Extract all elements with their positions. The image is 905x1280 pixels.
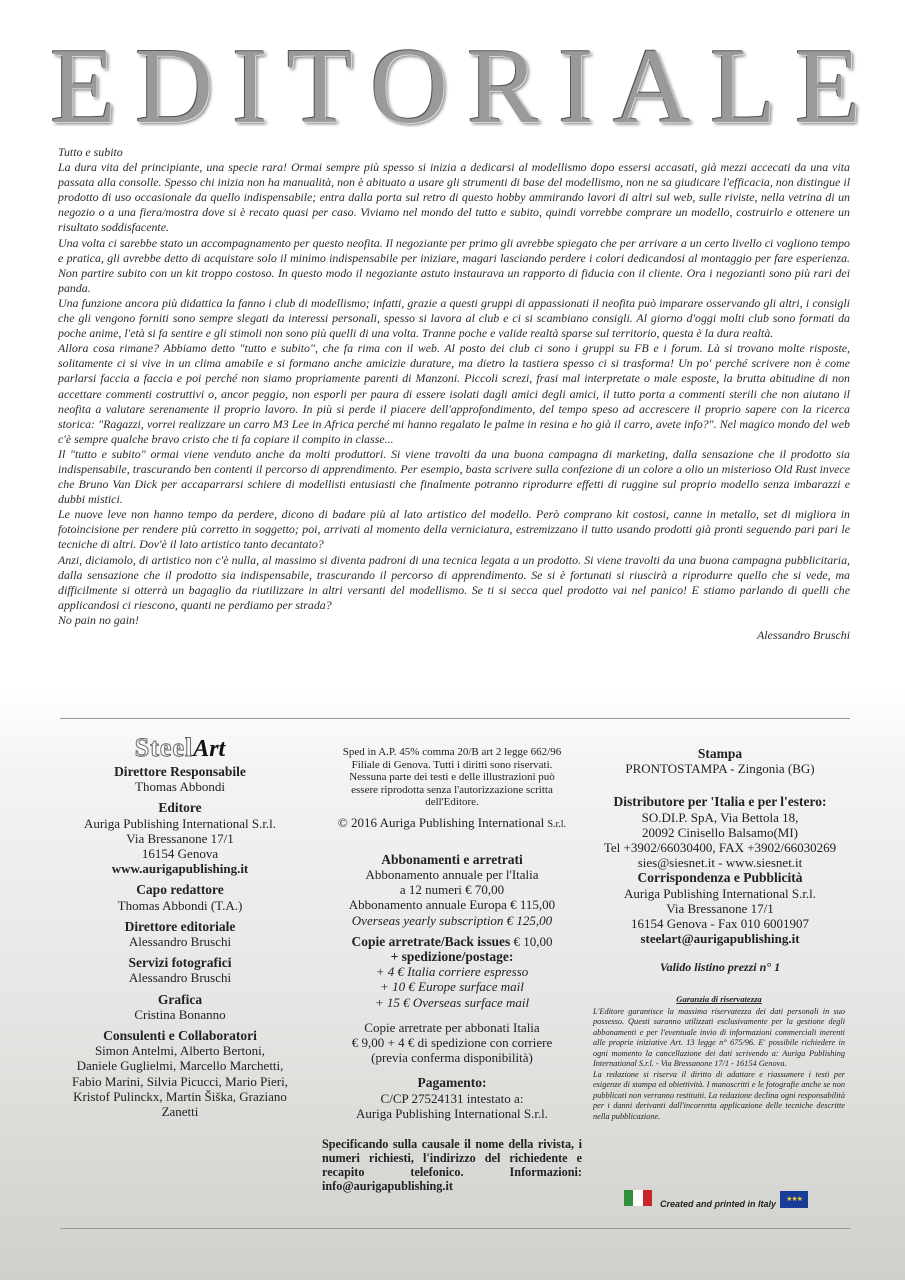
consulenti-line: Kristof Pulinckx, Martin Šiška, Graziano Zanetti (73, 1088, 287, 1120)
corrispondenza-line: Via Bressanone 17/1 (666, 900, 774, 916)
editore-website[interactable]: www.aurigapublishing.it (111, 861, 249, 877)
steelart-logo (60, 734, 300, 764)
capo-redattore: Thomas Abbondi (T.A.) (117, 897, 243, 913)
italy-flag-icon (624, 1190, 652, 1206)
distributore-line: 20092 Cinisello Balsamo(MI) (642, 824, 798, 840)
overseas-subscription: Overseas yearly subscription € 125,00 (351, 912, 553, 928)
grafica-label: Grafica (157, 991, 203, 1007)
editorial-paragraph: Una funzione ancora più didattica la fanno i club di modellismo; infatti, grazie a questi gruppi di appassionati il neofita può imparare osservando gli altri, i consigli che gli vengono forniti sono sempre slegati da interessi personali, spesso si lavora al club e ci si scambiano consigli. Al giorno d'oggi molti club sono formati da poche anime, l'età si fa sentire e gli stimoli non sono più quelli di una volta. Tranne poche e valide realtà sparse sul territorio, questa è la dura realtà. (58, 295, 850, 341)
pagamento-label: Pagamento: (417, 1075, 487, 1091)
made-in-italy-text: Created and printed in Italy (660, 1199, 777, 1209)
eu-flag-icon: ★★★ (780, 1191, 808, 1208)
direttore-responsabile: Thomas Abbondi (135, 779, 225, 795)
distributore-line: Tel +3902/66030400, FAX +3902/66030269 (603, 840, 837, 856)
direttore-editoriale: Alessandro Bruschi (128, 934, 232, 950)
distribution-column (590, 746, 850, 976)
distributore-label: Distributore per 'Italia e per l'estero: (613, 794, 827, 810)
redazione-text: La redazione si riserva il diritto di adattare e riassumere i testi per esigenze di stampa ed obiettività. I manoscritti e le fotografie anche se non pubblicati non verranno restituiti. La redazione declina ogni responsabilità per i danni derivanti dall'incorretta applicazione delle tecniche descritte nella pubblicazione. (593, 1069, 845, 1121)
grafica: Cristina Bonanno (134, 1006, 226, 1022)
garanzia-label: Garanzia di riservatezza (676, 994, 762, 1004)
editorial-closing: No pain no gain! (58, 612, 139, 627)
copyright-suffix: S.r.l. (547, 818, 567, 830)
capo-redattore-label: Capo redattore (136, 882, 224, 898)
editorial-paragraph: Anzi, diciamolo, di artistico non c'è nulla, al massimo si diventa padroni di una tecnica legata a un prodotto. Si viene travolti da una buona campagna pubblicitaria, dalla sensazione che il prodotto sia indispensabile, trascurando il percorso di apprendimento. Se si è fortunati si riuscirà a riprodurre quello che si vede, ma difficilmente si otterrà un bagaglio da riutilizzare in altri versanti del modellismo. Se ti si secca quel prodotto vai nel panico! E stiamo parlando di quelli che applicandosi ci riescono, quanti ne perdiamo per strada? (58, 552, 850, 612)
editorial-paragraph: Una volta ci sarebbe stato un accompagnamento per questo neofita. Il negoziante per primo gli avrebbe spiegato che per arrivare a un certo livello ci vogliono tempo e pratica, gli avrebbe detto di acquistare solo il minimo indispensabile per iniziare, magari lasciando perdere i colori dedicandosi al montaggio per fare esperienza. Non partire subito con un kit troppo costoso. In questo modo il negoziante astuto instaurava un rapporto di fiducia con il cliente. Ora i negozianti sono più rari dei panda. (58, 235, 850, 295)
spedizione-label: + spedizione/postage: (390, 948, 514, 964)
sped-line: essere riprodotta senza l'autorizzazione scritta (351, 783, 553, 796)
direttore-responsabile-label: Direttore Responsabile (114, 764, 246, 779)
divider-top (60, 718, 850, 719)
spedizione-line: + 4 € Italia corriere espresso (375, 964, 529, 980)
corrispondenza-line: 16154 Genova - Fax 010 6001907 (630, 916, 809, 932)
causale-note: Specificando sulla causale il nome della rivista, i numeri richiesti, l'indirizzo del richiedente e recapito telefonico. Informazioni: info@aurigapublishing.it (322, 1136, 582, 1193)
consulenti-line: Fabio Marini, Silvia Picucci, Mario Pieri, (72, 1073, 288, 1089)
editore-line: Via Bressanone 17/1 (126, 830, 234, 846)
garanzia-text: L'Editore garantisce la massima riservatezza dei dati personali in suo possesso. Questi saranno utilizzati esclusivamente per la gestione degli abbonamenti e per l'eventuale invio di informazioni commerciali inerenti alle proprie iniziative Art. 13 legge n° 675/96. E' possibile richiedere in ogni momento la cancellazione dei dati scrivendo a: Auriga Publishing International S.r.l. - Via Bressanone 17/1 - 16154 Genova. (593, 1006, 845, 1068)
logo-steel: Steel (134, 733, 194, 762)
direttore-editoriale-label: Direttore editoriale (124, 918, 236, 934)
editore-label: Editore (158, 800, 202, 816)
consulenti-label: Consulenti e Collaboratori (103, 1028, 257, 1044)
abbonamenti-line: Abbonamento annuale per l'Italia (365, 866, 539, 882)
editore-line: Auriga Publishing International S.r.l. (83, 815, 277, 831)
stampa: PRONTOSTAMPA - Zingonia (BG) (625, 761, 815, 777)
sped-line: Sped in A.P. 45% comma 20/B art 2 legge 662/96 (342, 746, 562, 758)
corrispondenza-line: Auriga Publishing International S.r.l. (623, 885, 817, 901)
abbonamenti-line: a 12 numeri € 70,00 (399, 882, 505, 898)
abbonati-line: (previa conferma disponibilità) (371, 1050, 533, 1066)
distributore-line: SO.DI.P. SpA, Via Bettola 18, (641, 809, 799, 825)
stampa-label: Stampa (697, 746, 743, 761)
logo-art: Art (193, 736, 226, 762)
consulenti-line: Daniele Guglielmi, Marcello Marchetti, (76, 1058, 284, 1074)
listino-prezzi: Valido listino prezzi n° 1 (659, 960, 781, 975)
divider-bottom (60, 1228, 850, 1229)
editorial-signature: Alessandro Bruschi (756, 628, 850, 642)
sped-line: Nessuna parte dei testi e delle illustrazioni può (349, 771, 555, 783)
credits-column (60, 734, 300, 1125)
legal-column (322, 746, 582, 1193)
editorial-paragraph: La dura vita del principiante, una specie rara! Ormai sempre più spesso si inizia a dedicarsi al modellismo dopo essersi accasati, già mezzi accecati da una vita passata alla consolle. Spesso chi inizia non ha manualità, non è abituato a usare gli strumenti di base del modellismo, non ne sa giudicare l'efficacia, non distingue il prodotto di uso occasionale da quello indispensabile; entra dalla porta sul retro di questo hobby ammirando lavori di altri sul web, sulle riviste, nella vetrina di un negozio o a una fiera/mostra dove si è recato quasi per caso. Viviamo nel mondo del tutto e subito, quindi vorrebbe comprare un modello, costruirlo e ottenere un risultato soddisfacente. (58, 160, 850, 235)
editorial-text (58, 145, 850, 643)
sped-line: Filiale di Genova. Tutti i diritti sono riservati. (351, 758, 553, 771)
abbonamenti-line: Abbonamento annuale Europa € 115,00 (348, 897, 556, 913)
editorial-paragraph: Il "tutto e subito" ormai viene venduto anche da molti produttori. Si viene travolti da una buona campagna di marketing, dalla sensazione che il prodotto sia indispensabile, trascurando ben contenti il percorso di apprendimento. Per esempio, basta scrivere sulla confezione di un colore a olio un misterioso Old Rust invece che Bruno Van Dick per accaparrarsi schiere di modellisti entusiasti che finalmente potranno riprodurre effetti di ruggine sul proprio modello senza imbarazzi e dubbi mistici. (58, 446, 850, 507)
servizi-fotografici-label: Servizi fotografici (128, 955, 232, 971)
abbonati-line: Copie arretrate per abbonati Italia (364, 1019, 540, 1035)
copie-arretrate-price: € 10,00 (513, 933, 553, 949)
sped-line: dell'Editore. (425, 796, 479, 808)
editore-line: 16154 Genova (141, 846, 219, 862)
corrispondenza-label: Corrispondenza e Pubblicità (637, 870, 803, 886)
masthead-title: EDITORIALE (50, 27, 880, 146)
distributore-line: sies@siesnet.it - www.siesnet.it (637, 855, 803, 871)
copie-arretrate-label: Copie arretrate/Back issues (351, 933, 511, 949)
spedizione-line: + 15 € Overseas surface mail (374, 994, 530, 1010)
copyright: © 2016 Auriga Publishing International (337, 814, 545, 830)
editorial-subtitle: Tutto e subito (58, 145, 123, 159)
abbonamenti-label: Abbonamenti e arretrati (381, 851, 523, 867)
abbonati-line: € 9,00 + 4 € di spedizione con corriere (351, 1034, 553, 1050)
servizi-fotografici: Alessandro Bruschi (128, 970, 232, 986)
pagamento-line: Auriga Publishing International S.r.l. (355, 1105, 549, 1121)
spedizione-line: + 10 € Europe surface mail (380, 979, 524, 995)
pagamento-line: C/CP 27524131 intestato a: (380, 1090, 524, 1106)
consulenti-line: Simon Antelmi, Alberto Bertoni, (94, 1043, 266, 1059)
steelart-email[interactable]: steelart@aurigapublishing.it (640, 931, 800, 947)
editorial-paragraph: Allora cosa rimane? Abbiamo detto "tutto e subito", che fa rima con il web. Al posto dei club ci sono i gruppi su FB e i forum. Là si trovano molte risposte, solitamente ci si vive in un clima amabile e si formano anche amicizie durature, ma dietro la tastiera spesso ci si trasforma! Un po' perché scrivere non è come parlarsi faccia a faccia e poi perché non siamo propriamente parenti di Manzoni. Piccoli screzi, frasi mal interpretate o male esposte, la brutta abitudine di non accettare commenti costruttivi o, ancor peggio, non esporli per paura di essere isolati dagli amici degli amici, il tutto porta a commenti sterili che non aiutano il neofita a valutare serenamente il proprio lavoro. In più si perde il piacere dell'approfondimento, del tempo speso ad accrescere il proprio sapere con la ricerca storica: "Ragazzi, vorrei realizzare un carro M3 Lee in Africa perché mi hanno regalato le palme in resina e ho già il carro, avete info?". Nel magico mondo del web c'è sempre qualche bravo cristo che ti fa copiare il compito in classe... (58, 341, 850, 446)
editorial-paragraph: Le nuove leve non hanno tempo da perdere, dicono di badare più al lato artistico del modello. Però comprano kit costosi, canne in metallo, set di migliora in fotoincisione per rendere più corretto in soggetto; poi, arrivati al momento della verniciatura, estremizzano il tutto usando prodotti già pronti seguendo pari pari le tecniche di altri. Dov'è il lato artistico tanto decantato? (58, 507, 850, 552)
privacy-notice (593, 994, 845, 1122)
